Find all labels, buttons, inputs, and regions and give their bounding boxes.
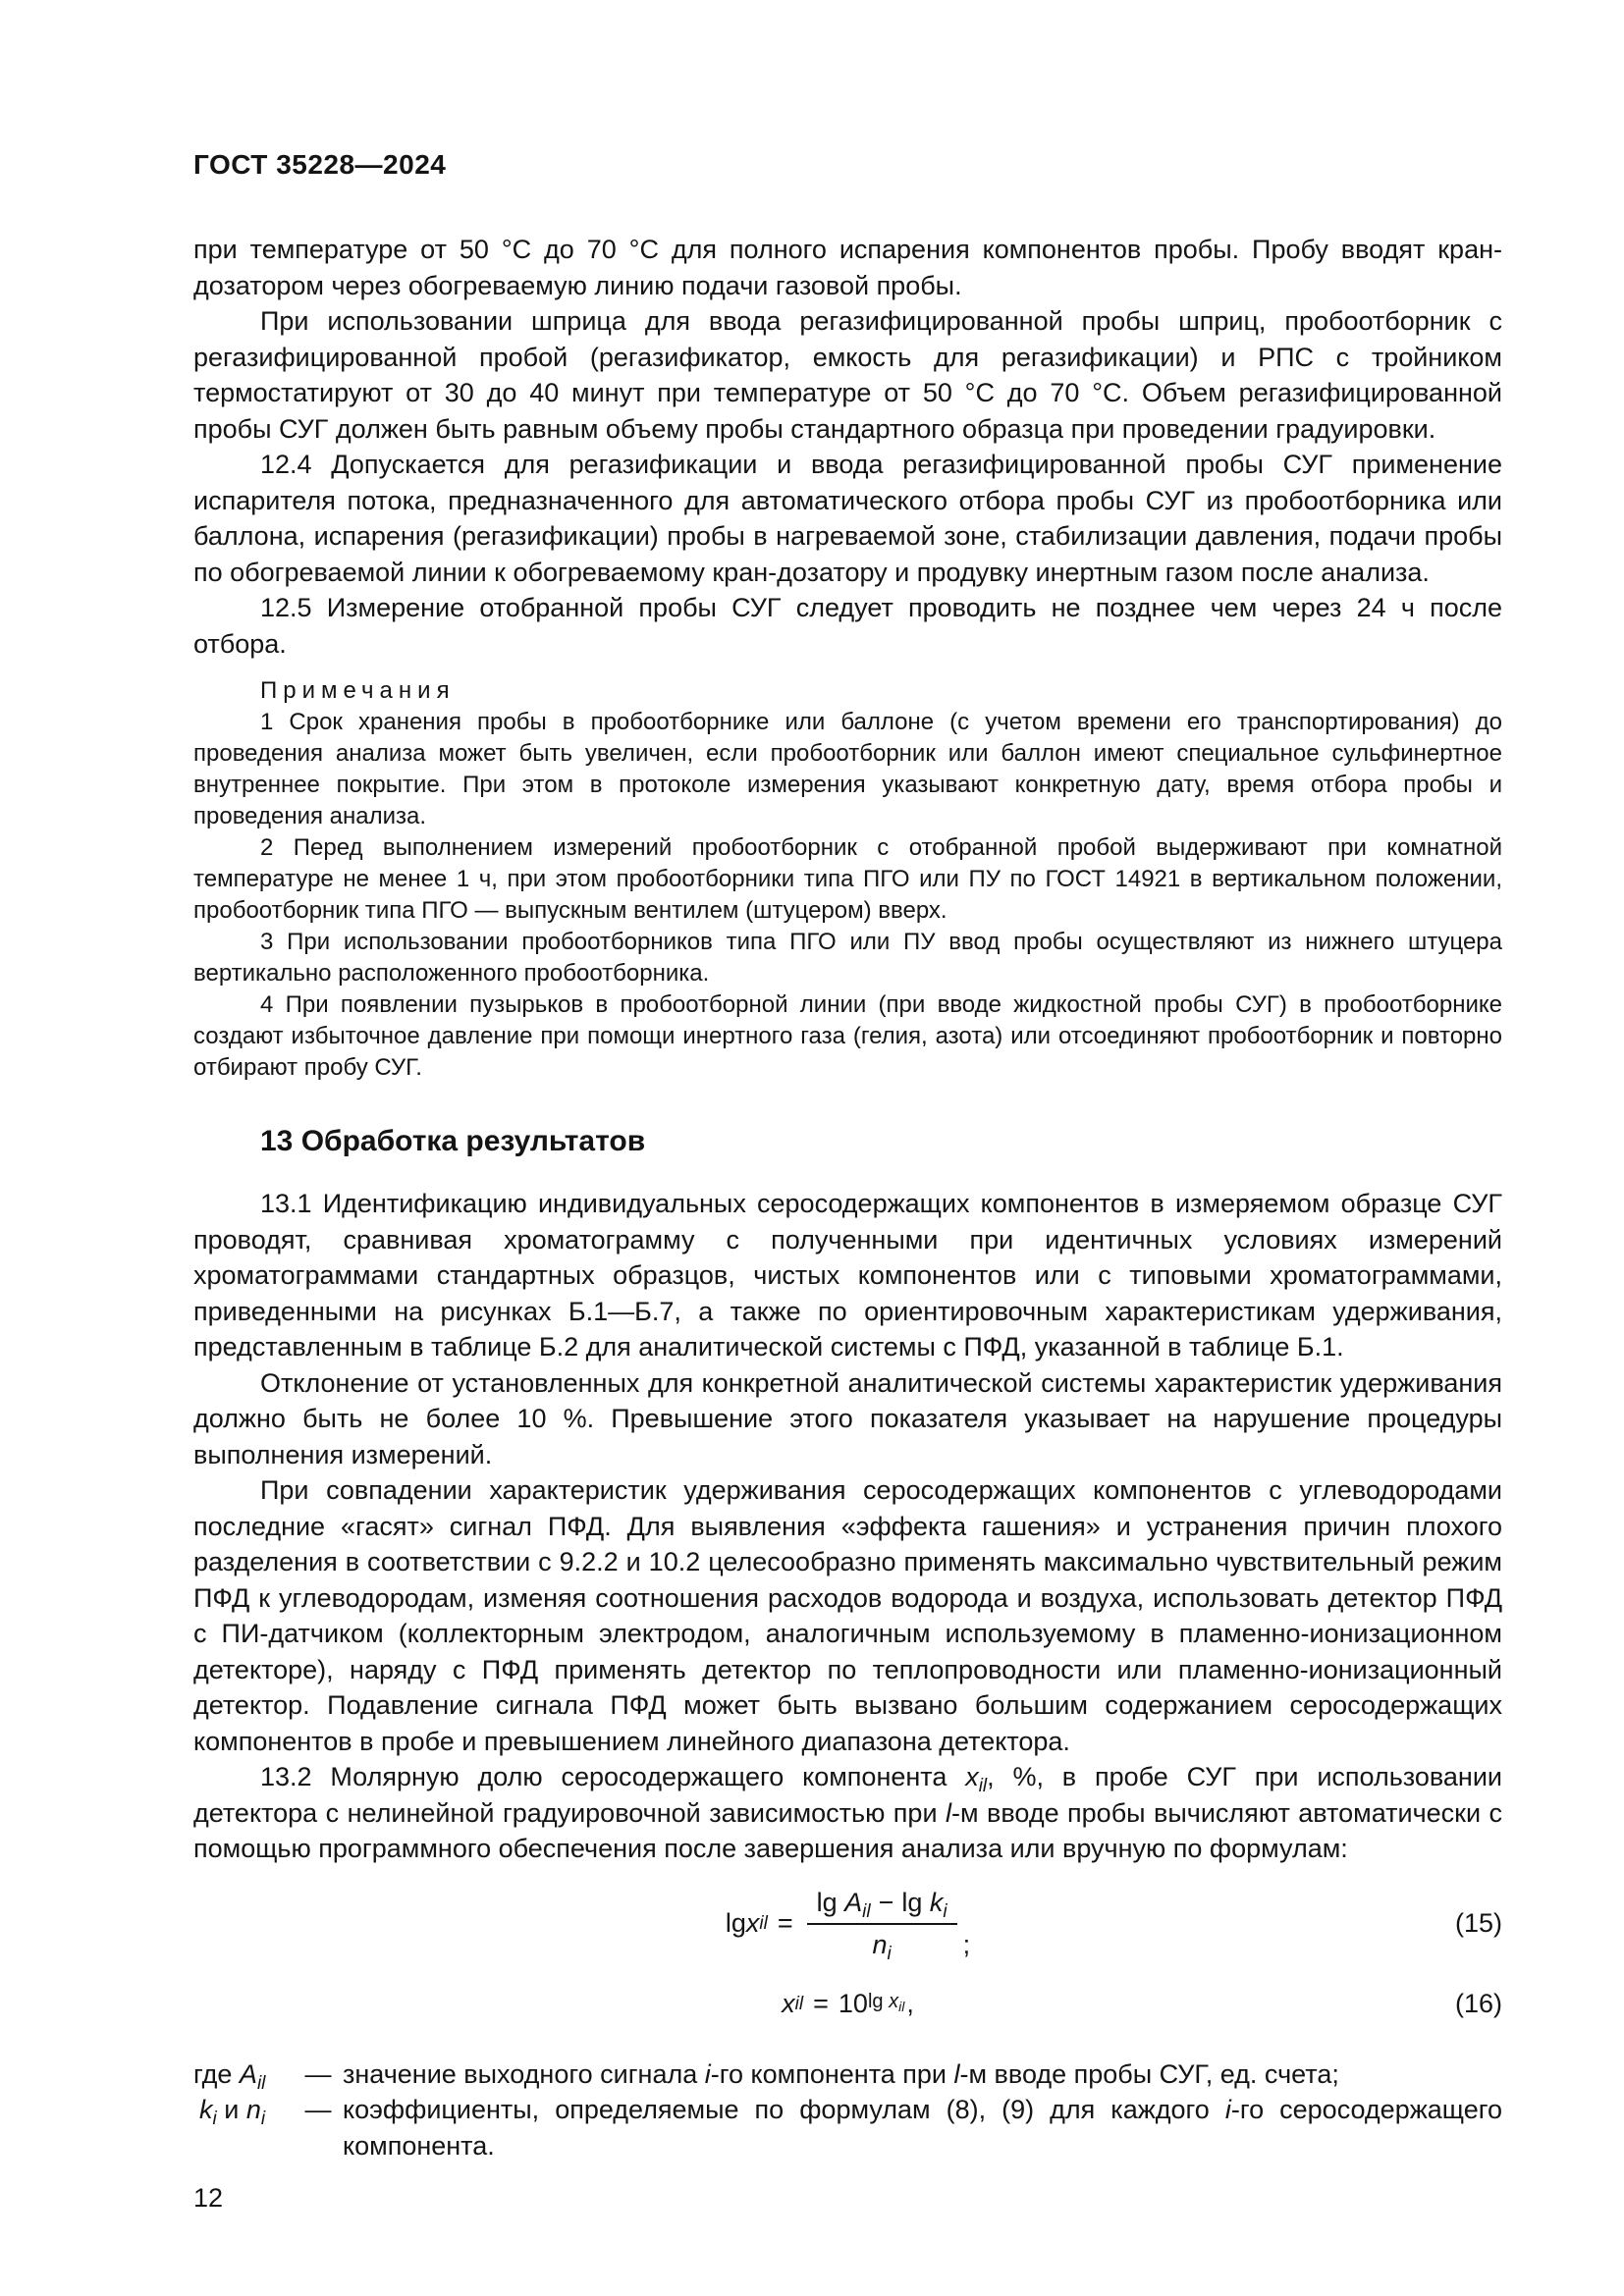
subscript-i: i: [943, 1900, 947, 1922]
paragraph-13-2-text: -м вводе пробы вычисляют автоматически с помощью программного обеспечения после завершения анализа или вручную по формулам:: [193, 1797, 1503, 1863]
paragraph-syringe-input: При использовании шприца для ввода регазифицированной пробы шприц, пробоотборник с регазифицированной пробой (регазификатор, емкость для регазификации) и РПС с тройником термостатируют от 30 до 40 минут при температуре от 50 °С до 70 °С. Объем регазифицированной пробы СУГ должен быть равным объему пробы стандартного образца при проведении градуировки.: [193, 306, 1502, 444]
variable-i: i: [704, 2058, 711, 2089]
lg-function: lg: [816, 1887, 845, 1917]
where-clause: [193, 2056, 1502, 2164]
dash: —: [304, 2095, 332, 2125]
running-header: ГОСТ 35228—2024: [193, 149, 447, 180]
paragraph-12-4: 12.4 Допускается для регазификации и ввода регазифицированной пробы СУГ применение испарителя потока, предназначенного для автоматического отбора пробы СУГ из пробоотборника или баллона, испарения (регазификации) пробы в нагреваемой зоне, стабилизации давления, подачи пробы по обогреваемой линии к обогреваемому кран-дозатору и продувку инертным газом после анализа.: [193, 450, 1502, 587]
base-10: 10: [838, 1989, 868, 2018]
formula-16-number: (16): [1454, 1989, 1502, 2018]
paragraph-quenching: При совпадении характеристик удерживания серосодержащих компонентов с углеводородами последние «гасят» сигнал ПФД. Для выявления «эффекта гашения» и устранения причин плохого разделения в соответствии с 9.2.2 и 10.2 целесообразно применять максимально чувствительный режим ПФД к углеводородам, изменяя соотношения расходов водорода и воздуха, использовать детектор ПФД с ПИ-датчиком (коллекторным электродом, аналогичным используемому в пламенно-ионизационном детекторе), наряду с ПФД применять детектор по теплопроводности или пламенно-ионизационный детектор. Подавление сигнала ПФД может быть вызвано большим содержанием серосодержащих компонентов в пробе и превышением линейного диапазона детектора.: [193, 1475, 1502, 1756]
formula-16-expression: x il = 10 $\lg x_{il}$ ,: [782, 1988, 914, 2021]
paragraph-13-2-text: , %, в пробе СУГ при использовании детектора с нелинейной градуировочной зависимостью при: [193, 1762, 1502, 1828]
subscript-il: il: [898, 1999, 905, 2015]
where-text: значение выходного сигнала: [343, 2058, 705, 2089]
where-text: -го серосодержащего компонента.: [343, 2095, 1502, 2161]
paragraph-13-2: [193, 1759, 1502, 1867]
variable-n: n: [872, 1930, 888, 1960]
minus-sign: −: [878, 1887, 894, 1917]
variable-i: i: [1224, 2095, 1231, 2125]
where-text: -го компонента при: [710, 2058, 954, 2089]
fraction-denominator: [872, 1925, 892, 1965]
variable-x: x: [782, 1989, 795, 2018]
fraction-numerator: [807, 1887, 957, 1926]
variable-n: n: [245, 2095, 261, 2125]
semicolon: ;: [962, 1930, 971, 1960]
formula-15-expression: lg x il = $\frac{\lg A_{il} - \lg k_i}{n_i}$ ;: [725, 1887, 971, 1965]
where-lead: где: [193, 2058, 240, 2089]
variable-x: x: [889, 1991, 899, 2013]
paragraph-12-3-continuation: при температуре от 50 °С до 70 °С для полного испарения компонентов пробы. Пробу вводят кран-дозатором через обогреваемую линию подачи газовой пробы.: [193, 235, 1502, 300]
dash: —: [304, 2058, 332, 2089]
variable-k: k: [199, 2095, 213, 2125]
formula-16: [193, 1988, 1502, 2021]
where-line-A: [193, 2056, 1502, 2093]
subscript-i: i: [887, 1944, 892, 1965]
paragraph-deviation: Отклонение от установленных для конкретной аналитической системы характеристик удерживания должно быть не более 10 %. Превышение этого показателя указывает на нарушение процедуры выполнения измерений.: [193, 1367, 1502, 1469]
equals-sign: =: [777, 1908, 793, 1939]
variable-A: A: [844, 1887, 863, 1917]
note-2: 2 Перед выполнением измерений пробоотборник с отобранной пробой выдерживают при комнатной температуре не менее 1 ч, при этом пробоотборники типа ПГО или ПУ по ГОСТ 14921 в вертикальном положении, пробоотборник типа ПГО — выпускным вентилем (штуцером) вверх.: [193, 834, 1502, 924]
page-number: 12: [193, 2183, 224, 2214]
section-13-heading: 13 Обработка результатов: [260, 1125, 646, 1157]
comma: ,: [906, 1989, 914, 2018]
lg-function: lg: [867, 1991, 890, 2013]
subscript-il: il: [862, 1900, 871, 1922]
formula-15: [193, 1887, 1502, 1963]
subscript-i: i: [212, 2109, 217, 2130]
where-text: коэффициенты, определяемые по формулам (8), (9) для каждого: [343, 2095, 1225, 2125]
where-line-k-n: [193, 2092, 1502, 2163]
variable-x: x: [745, 1908, 760, 1939]
paragraph-13-2-text: 13.2 Молярную долю серосодержащего компонента: [260, 1762, 966, 1791]
lg-function: lg: [725, 1908, 746, 1939]
notes-block: [193, 675, 1502, 1084]
subscript-il: il: [256, 2072, 266, 2094]
subscript-i: i: [260, 2109, 266, 2130]
notes-title: Примечания: [260, 677, 456, 704]
note-1: 1 Срок хранения пробы в пробоотборнике или баллоне (с учетом времени его транспортирования) до проведения анализа может быть увеличен, если пробоотборник или баллон имеют специальное сульфинертное внутреннее покрытие. При этом в протоколе измерения указывают конкретную дату, время отбора пробы и проведения анализа.: [193, 709, 1502, 829]
paragraph-13-1: 13.1 Идентификацию индивидуальных серосодержащих компонентов в измеряемом образце СУГ проводят, сравнивая хроматограмму с полученными при идентичных условиях измерений хроматограммами стандартных образцов, чистых компонентов или с типовыми хроматограммами, приведенными на рисунках Б.1—Б.7, а также по ориентировочным характеристикам удерживания, представленным в таблице Б.2 для аналитической системы с ПФД, указанной в таблице Б.1.: [193, 1189, 1502, 1362]
variable-l: l: [946, 1797, 951, 1828]
where-text: -м вводе пробы СУГ, ед. счета;: [959, 2058, 1339, 2089]
where-text-A: [343, 2056, 1502, 2093]
where-term-A: [193, 2056, 294, 2093]
conjunction: и: [216, 2095, 246, 2125]
variable-A: A: [239, 2058, 257, 2089]
variable-l: l: [953, 2058, 960, 2089]
paragraph-12-5: 12.5 Измерение отобранной пробы СУГ следует проводить не позднее чем через 24 ч после отбора.: [193, 593, 1502, 659]
where-text-k-n: [343, 2092, 1502, 2163]
variable-x: x: [965, 1762, 979, 1791]
note-3: 3 При использовании пробоотборников типа ПГО или ПУ ввод пробы осуществляют из нижнего штуцера вертикально расположенного пробоотборника.: [193, 929, 1502, 987]
variable-k: k: [929, 1887, 944, 1917]
equals-sign: =: [813, 1989, 829, 2018]
where-term-k-n: [193, 2092, 294, 2163]
note-4: 4 При появлении пузырьков в пробоотборной линии (при вводе жидкостной пробы СУГ) в пробоотборнике создают избыточное давление при помощи инертного газа (гелия, азота) или отсоединяют пробоотборник и повторно отбирают пробу СУГ.: [193, 991, 1502, 1081]
lg-function: lg: [901, 1887, 930, 1917]
subscript-il: il: [978, 1776, 988, 1796]
fraction: [807, 1887, 957, 1963]
exponent: [867, 1991, 905, 2015]
formula-15-number: (15): [1454, 1908, 1502, 1939]
